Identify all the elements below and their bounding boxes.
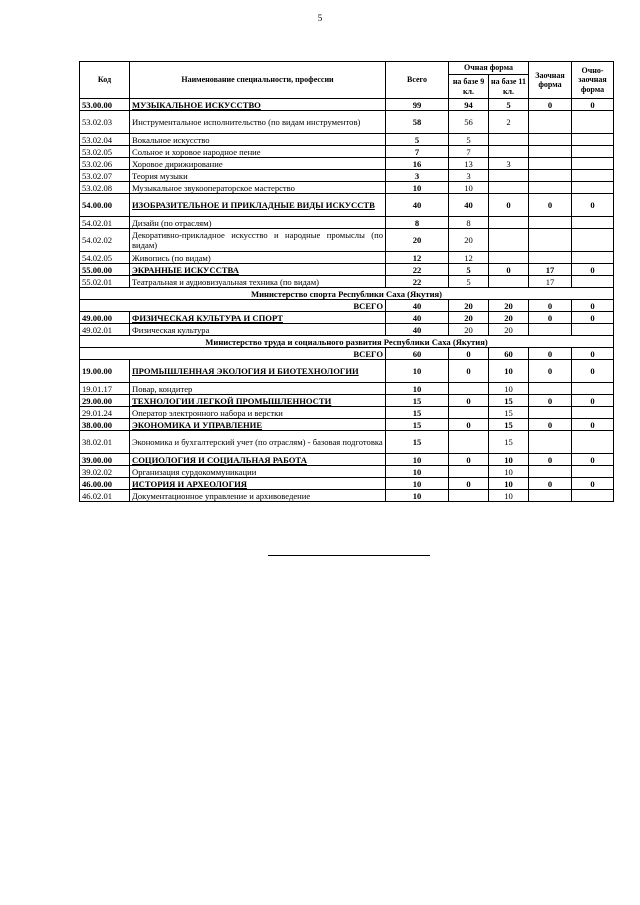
cell-base11: 15 [489, 419, 529, 431]
cell-correspondence [529, 490, 572, 502]
cell-base11: 10 [489, 383, 529, 395]
cell-code: 53.00.00 [80, 99, 130, 111]
cell-code: 54.00.00 [80, 194, 130, 217]
cell-base9: 5 [449, 264, 489, 276]
cell-name: Организация сурдокоммуникации [130, 466, 386, 478]
cell-parttime: 0 [572, 360, 614, 383]
cell-total: 22 [386, 264, 449, 276]
cell-total: 22 [386, 276, 449, 288]
cell-base11 [489, 252, 529, 264]
cell-name: МУЗЫКАЛЬНОЕ ИСКУССТВО [130, 99, 386, 111]
cell-name: Инструментальное исполнительство (по видам инструментов) [130, 111, 386, 134]
group-row [80, 194, 614, 217]
cell-parttime [572, 158, 614, 170]
cell-base9: 0 [449, 454, 489, 466]
cell-total: 12 [386, 252, 449, 264]
cell-total: 10 [386, 182, 449, 194]
cell-base9: 20 [449, 312, 489, 324]
cell-code: 53.02.07 [80, 170, 130, 182]
cell-correspondence: 0 [529, 99, 572, 111]
total-label: ВСЕГО [80, 348, 386, 360]
cell-name: Музыкальное звукооператорское мастерство [130, 182, 386, 194]
cell-base11 [489, 134, 529, 146]
cell-base9: 0 [449, 395, 489, 407]
cell-code: 39.00.00 [80, 454, 130, 466]
cell-name: Теория музыки [130, 170, 386, 182]
cell-code: 39.02.02 [80, 466, 130, 478]
cell-total: 16 [386, 158, 449, 170]
cell-total: 10 [386, 454, 449, 466]
cell-parttime [572, 111, 614, 134]
table-row [80, 431, 614, 454]
table-row [80, 134, 614, 146]
cell-base11: 0 [489, 194, 529, 217]
cell-code: 49.02.01 [80, 324, 130, 336]
cell-base9: 20 [449, 300, 489, 312]
cell-total: 60 [386, 348, 449, 360]
cell-name: Документационное управление и архивоведение [130, 490, 386, 502]
cell-correspondence: 17 [529, 264, 572, 276]
cell-total: 40 [386, 324, 449, 336]
cell-parttime [572, 407, 614, 419]
cell-total: 40 [386, 312, 449, 324]
table-row [80, 146, 614, 158]
cell-base9: 40 [449, 194, 489, 217]
cell-parttime [572, 383, 614, 395]
cell-base11 [489, 182, 529, 194]
group-row [80, 312, 614, 324]
cell-base11: 15 [489, 407, 529, 419]
cell-base9: 0 [449, 478, 489, 490]
cell-parttime [572, 170, 614, 182]
cell-base11: 10 [489, 490, 529, 502]
cell-base11: 15 [489, 395, 529, 407]
cell-correspondence [529, 324, 572, 336]
cell-code: 19.00.00 [80, 360, 130, 383]
table-row [80, 158, 614, 170]
cell-parttime [572, 146, 614, 158]
cell-total: 15 [386, 419, 449, 431]
cell-total: 8 [386, 217, 449, 229]
cell-correspondence: 0 [529, 478, 572, 490]
cell-code: 29.00.00 [80, 395, 130, 407]
cell-total: 10 [386, 466, 449, 478]
cell-name: Хоровое дирижирование [130, 158, 386, 170]
cell-base9: 5 [449, 134, 489, 146]
table-row [80, 217, 614, 229]
cell-base11 [489, 217, 529, 229]
cell-base11 [489, 276, 529, 288]
table-row [80, 276, 614, 288]
cell-base9: 20 [449, 324, 489, 336]
cell-correspondence [529, 134, 572, 146]
cell-name: ПРОМЫШЛЕННАЯ ЭКОЛОГИЯ И БИОТЕХНОЛОГИИ [130, 360, 386, 383]
cell-correspondence: 17 [529, 276, 572, 288]
ministry-row [80, 336, 614, 348]
table-row [80, 229, 614, 252]
cell-base9 [449, 383, 489, 395]
cell-total: 15 [386, 407, 449, 419]
cell-parttime [572, 490, 614, 502]
cell-base9: 56 [449, 111, 489, 134]
cell-base9: 3 [449, 170, 489, 182]
bottom-rule [268, 555, 430, 556]
cell-base11: 20 [489, 324, 529, 336]
cell-correspondence: 0 [529, 194, 572, 217]
cell-code: 53.02.08 [80, 182, 130, 194]
cell-parttime [572, 431, 614, 454]
cell-code: 53.02.05 [80, 146, 130, 158]
cell-total: 15 [386, 395, 449, 407]
cell-base9 [449, 431, 489, 454]
table-row [80, 182, 614, 194]
total-label: ВСЕГО [80, 300, 386, 312]
cell-name: Сольное и хоровое народное пение [130, 146, 386, 158]
cell-base11: 10 [489, 360, 529, 383]
table-header [80, 62, 614, 99]
cell-parttime: 0 [572, 419, 614, 431]
specialties-table [79, 61, 614, 502]
cell-code: 46.00.00 [80, 478, 130, 490]
cell-correspondence: 0 [529, 395, 572, 407]
cell-parttime: 0 [572, 454, 614, 466]
cell-total: 58 [386, 111, 449, 134]
cell-base9: 0 [449, 419, 489, 431]
header-base11: на базе 11 кл. [489, 75, 529, 99]
cell-name: Оператор электронного набора и верстки [130, 407, 386, 419]
cell-total: 10 [386, 478, 449, 490]
cell-base9: 10 [449, 182, 489, 194]
cell-correspondence: 0 [529, 312, 572, 324]
ministry-name: Министерство спорта Республики Саха (Якутия) [80, 288, 614, 300]
cell-correspondence [529, 252, 572, 264]
cell-parttime: 0 [572, 478, 614, 490]
header-name: Наименование специальности, профессии [130, 62, 386, 99]
cell-base9: 12 [449, 252, 489, 264]
cell-base11: 0 [489, 264, 529, 276]
cell-base11: 3 [489, 158, 529, 170]
cell-code: 19.01.17 [80, 383, 130, 395]
cell-code: 53.02.03 [80, 111, 130, 134]
cell-parttime [572, 229, 614, 252]
cell-parttime: 0 [572, 99, 614, 111]
cell-correspondence [529, 431, 572, 454]
header-total: Всего [386, 62, 449, 99]
cell-code: 38.02.01 [80, 431, 130, 454]
cell-name: ТЕХНОЛОГИИ ЛЕГКОЙ ПРОМЫШЛЕННОСТИ [130, 395, 386, 407]
cell-parttime [572, 182, 614, 194]
cell-parttime: 0 [572, 194, 614, 217]
cell-code: 53.02.06 [80, 158, 130, 170]
cell-name: ФИЗИЧЕСКАЯ КУЛЬТУРА И СПОРТ [130, 312, 386, 324]
cell-total: 10 [386, 360, 449, 383]
cell-base11: 20 [489, 300, 529, 312]
cell-code: 55.02.01 [80, 276, 130, 288]
total-row [80, 300, 614, 312]
cell-correspondence [529, 146, 572, 158]
cell-total: 15 [386, 431, 449, 454]
cell-base9: 0 [449, 348, 489, 360]
table-row [80, 466, 614, 478]
cell-parttime: 0 [572, 312, 614, 324]
group-row [80, 478, 614, 490]
group-row [80, 360, 614, 383]
cell-total: 99 [386, 99, 449, 111]
cell-base11: 60 [489, 348, 529, 360]
page-number: 5 [317, 13, 323, 23]
ministry-row [80, 288, 614, 300]
cell-base9 [449, 490, 489, 502]
cell-parttime [572, 324, 614, 336]
cell-correspondence [529, 407, 572, 419]
cell-correspondence: 0 [529, 360, 572, 383]
cell-correspondence [529, 111, 572, 134]
cell-base9: 0 [449, 360, 489, 383]
table-row [80, 407, 614, 419]
table-row [80, 170, 614, 182]
cell-name: Экономика и бухгалтерский учет (по отраслям) - базовая подготовка [130, 431, 386, 454]
table-body [80, 99, 614, 502]
cell-base9: 13 [449, 158, 489, 170]
cell-name: ЭКОНОМИКА И УПРАВЛЕНИЕ [130, 419, 386, 431]
table-row [80, 383, 614, 395]
cell-base11: 10 [489, 478, 529, 490]
cell-total: 5 [386, 134, 449, 146]
cell-base11: 10 [489, 454, 529, 466]
cell-name: Живопись (по видам) [130, 252, 386, 264]
cell-name: Физическая культура [130, 324, 386, 336]
cell-base9: 8 [449, 217, 489, 229]
cell-base9: 5 [449, 276, 489, 288]
cell-parttime: 0 [572, 395, 614, 407]
cell-base11: 2 [489, 111, 529, 134]
cell-correspondence [529, 229, 572, 252]
cell-code: 49.00.00 [80, 312, 130, 324]
cell-base9 [449, 407, 489, 419]
cell-correspondence: 0 [529, 419, 572, 431]
cell-correspondence [529, 182, 572, 194]
cell-name: Театральная и аудиовизуальная техника (по видам) [130, 276, 386, 288]
cell-base11 [489, 146, 529, 158]
cell-code: 29.01.24 [80, 407, 130, 419]
cell-name: СОЦИОЛОГИЯ И СОЦИАЛЬНАЯ РАБОТА [130, 454, 386, 466]
cell-base11: 5 [489, 99, 529, 111]
cell-correspondence [529, 170, 572, 182]
cell-parttime [572, 252, 614, 264]
total-row [80, 348, 614, 360]
table-row [80, 252, 614, 264]
cell-parttime [572, 466, 614, 478]
header-parttime: Очно-заочная форма [572, 62, 614, 99]
cell-correspondence [529, 383, 572, 395]
table-row [80, 111, 614, 134]
cell-name: Повар, кондитер [130, 383, 386, 395]
cell-name: Дизайн (по отраслям) [130, 217, 386, 229]
cell-total: 40 [386, 194, 449, 217]
cell-correspondence: 0 [529, 300, 572, 312]
cell-code: 54.02.01 [80, 217, 130, 229]
cell-parttime: 0 [572, 348, 614, 360]
cell-correspondence [529, 217, 572, 229]
cell-total: 7 [386, 146, 449, 158]
cell-base11 [489, 170, 529, 182]
cell-parttime [572, 217, 614, 229]
header-fulltime: Очная форма [449, 62, 529, 75]
cell-code: 38.00.00 [80, 419, 130, 431]
cell-base11: 15 [489, 431, 529, 454]
cell-name: ЭКРАННЫЕ ИСКУССТВА [130, 264, 386, 276]
cell-base9: 7 [449, 146, 489, 158]
cell-code: 46.02.01 [80, 490, 130, 502]
cell-total: 10 [386, 490, 449, 502]
cell-code: 54.02.05 [80, 252, 130, 264]
cell-code: 53.02.04 [80, 134, 130, 146]
cell-correspondence: 0 [529, 454, 572, 466]
cell-base9: 94 [449, 99, 489, 111]
cell-total: 40 [386, 300, 449, 312]
cell-base9 [449, 466, 489, 478]
cell-parttime [572, 134, 614, 146]
cell-correspondence [529, 158, 572, 170]
cell-total: 3 [386, 170, 449, 182]
cell-base9: 20 [449, 229, 489, 252]
cell-correspondence [529, 466, 572, 478]
cell-name: ИЗОБРАЗИТЕЛЬНОЕ И ПРИКЛАДНЫЕ ВИДЫ ИСКУССТВ [130, 194, 386, 217]
header-code: Код [80, 62, 130, 99]
cell-parttime: 0 [572, 300, 614, 312]
group-row [80, 454, 614, 466]
cell-base11 [489, 229, 529, 252]
header-correspondence: Заочная форма [529, 62, 572, 99]
cell-base11: 10 [489, 466, 529, 478]
group-row [80, 99, 614, 111]
cell-parttime: 0 [572, 264, 614, 276]
cell-total: 20 [386, 229, 449, 252]
cell-name: ИСТОРИЯ И АРХЕОЛОГИЯ [130, 478, 386, 490]
group-row [80, 395, 614, 407]
cell-base11: 20 [489, 312, 529, 324]
cell-code: 55.00.00 [80, 264, 130, 276]
cell-code: 54.02.02 [80, 229, 130, 252]
cell-name: Вокальное искусство [130, 134, 386, 146]
cell-total: 10 [386, 383, 449, 395]
cell-name: Декоративно-прикладное искусство и народные промыслы (по видам) [130, 229, 386, 252]
cell-correspondence: 0 [529, 348, 572, 360]
header-base9: на базе 9 кл. [449, 75, 489, 99]
cell-parttime [572, 276, 614, 288]
group-row [80, 264, 614, 276]
table-row [80, 490, 614, 502]
ministry-name: Министерство труда и социального развития Республики Саха (Якутия) [80, 336, 614, 348]
group-row [80, 419, 614, 431]
table-row [80, 324, 614, 336]
